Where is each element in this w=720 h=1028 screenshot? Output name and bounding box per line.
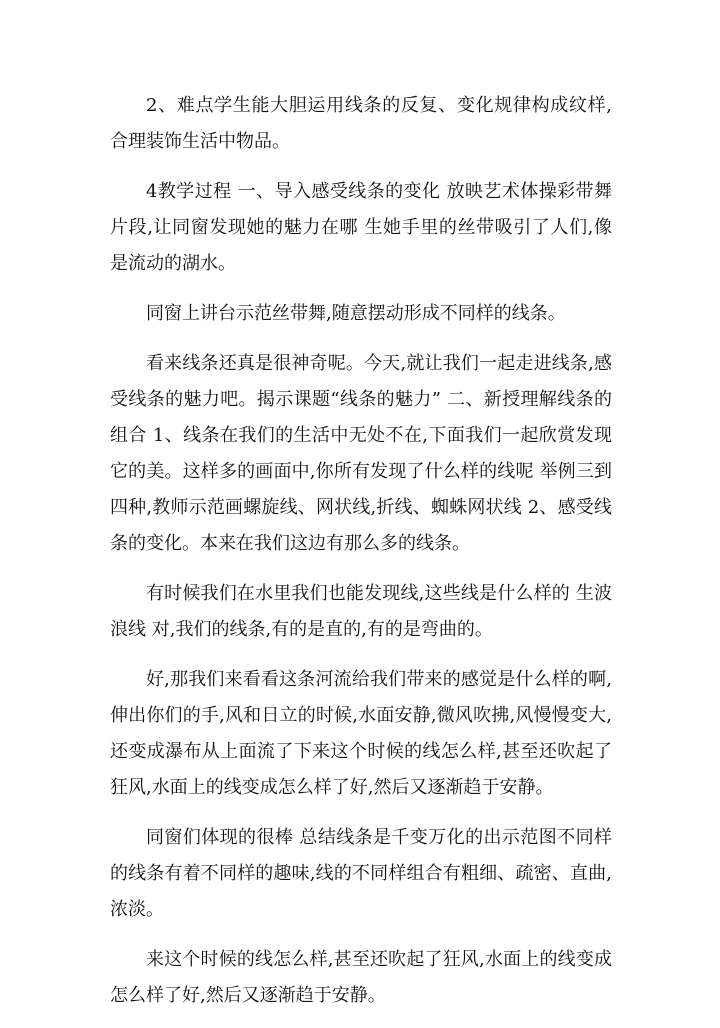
paragraph-teaching-process: 4教学过程 一、导入感受线条的变化 放映艺术体操彩带舞片段,让同窗发现她的魅力在哪 生她手里的丝带吸引了人们,像是流动的湖水。: [110, 181, 612, 274]
paragraph-river-feeling: 好,那我们来看看这条河流给我们带来的感觉是什么样的啊,伸出你们的手,风和日立的时候,水面安静,微风吹拂,风慢慢变大,还变成瀑布从上面流了下来这个时候的线怎么样,甚至还吹起了狂风,水面上的线变成怎么样了好,然后又逐渐趋于安静。: [110, 669, 612, 798]
document-page: [110, 88, 612, 1028]
paragraph-new-lesson: 看来线条还真是很神奇呢。今天,就让我们一起走进线条,感受线条的魅力吧。揭示课题“线条的魅力” 二、新授理解线条的组合 1、线条在我们的生活中无处不在,下面我们一起欣赏发现它的美。这样多的画面中,你所有发现了什么样的线呢 举例三到四种,教师示范画螺旋线、网状线,折线、蜘蛛网状线 2、感受线条的变化。本来在我们这边有那么多的线条。: [110, 353, 612, 554]
paragraph-difficulty: 2、难点学生能大胆运用线条的反复、变化规律构成纹样,合理装饰生活中物品。: [110, 95, 612, 152]
paragraph-summary: 同窗们体现的很棒 总结线条是千变万化的出示范图不同样的线条有着不同样的趣味,线的不同样组合有粗细、疏密、直曲,浓淡。: [110, 827, 612, 920]
paragraph-ribbon-demo: 同窗上讲台示范丝带舞,随意摆动形成不同样的线条。: [146, 303, 566, 324]
paragraph-closing: 来这个时候的线怎么样,甚至还吹起了狂风,水面上的线变成怎么样了好,然后又逐渐趋于安静。: [110, 949, 612, 1006]
paragraph-water-lines: 有时候我们在水里我们也能发现线,这些线是什么样的 生波浪线 对,我们的线条,有的是直的,有的是弯曲的。: [110, 583, 612, 640]
